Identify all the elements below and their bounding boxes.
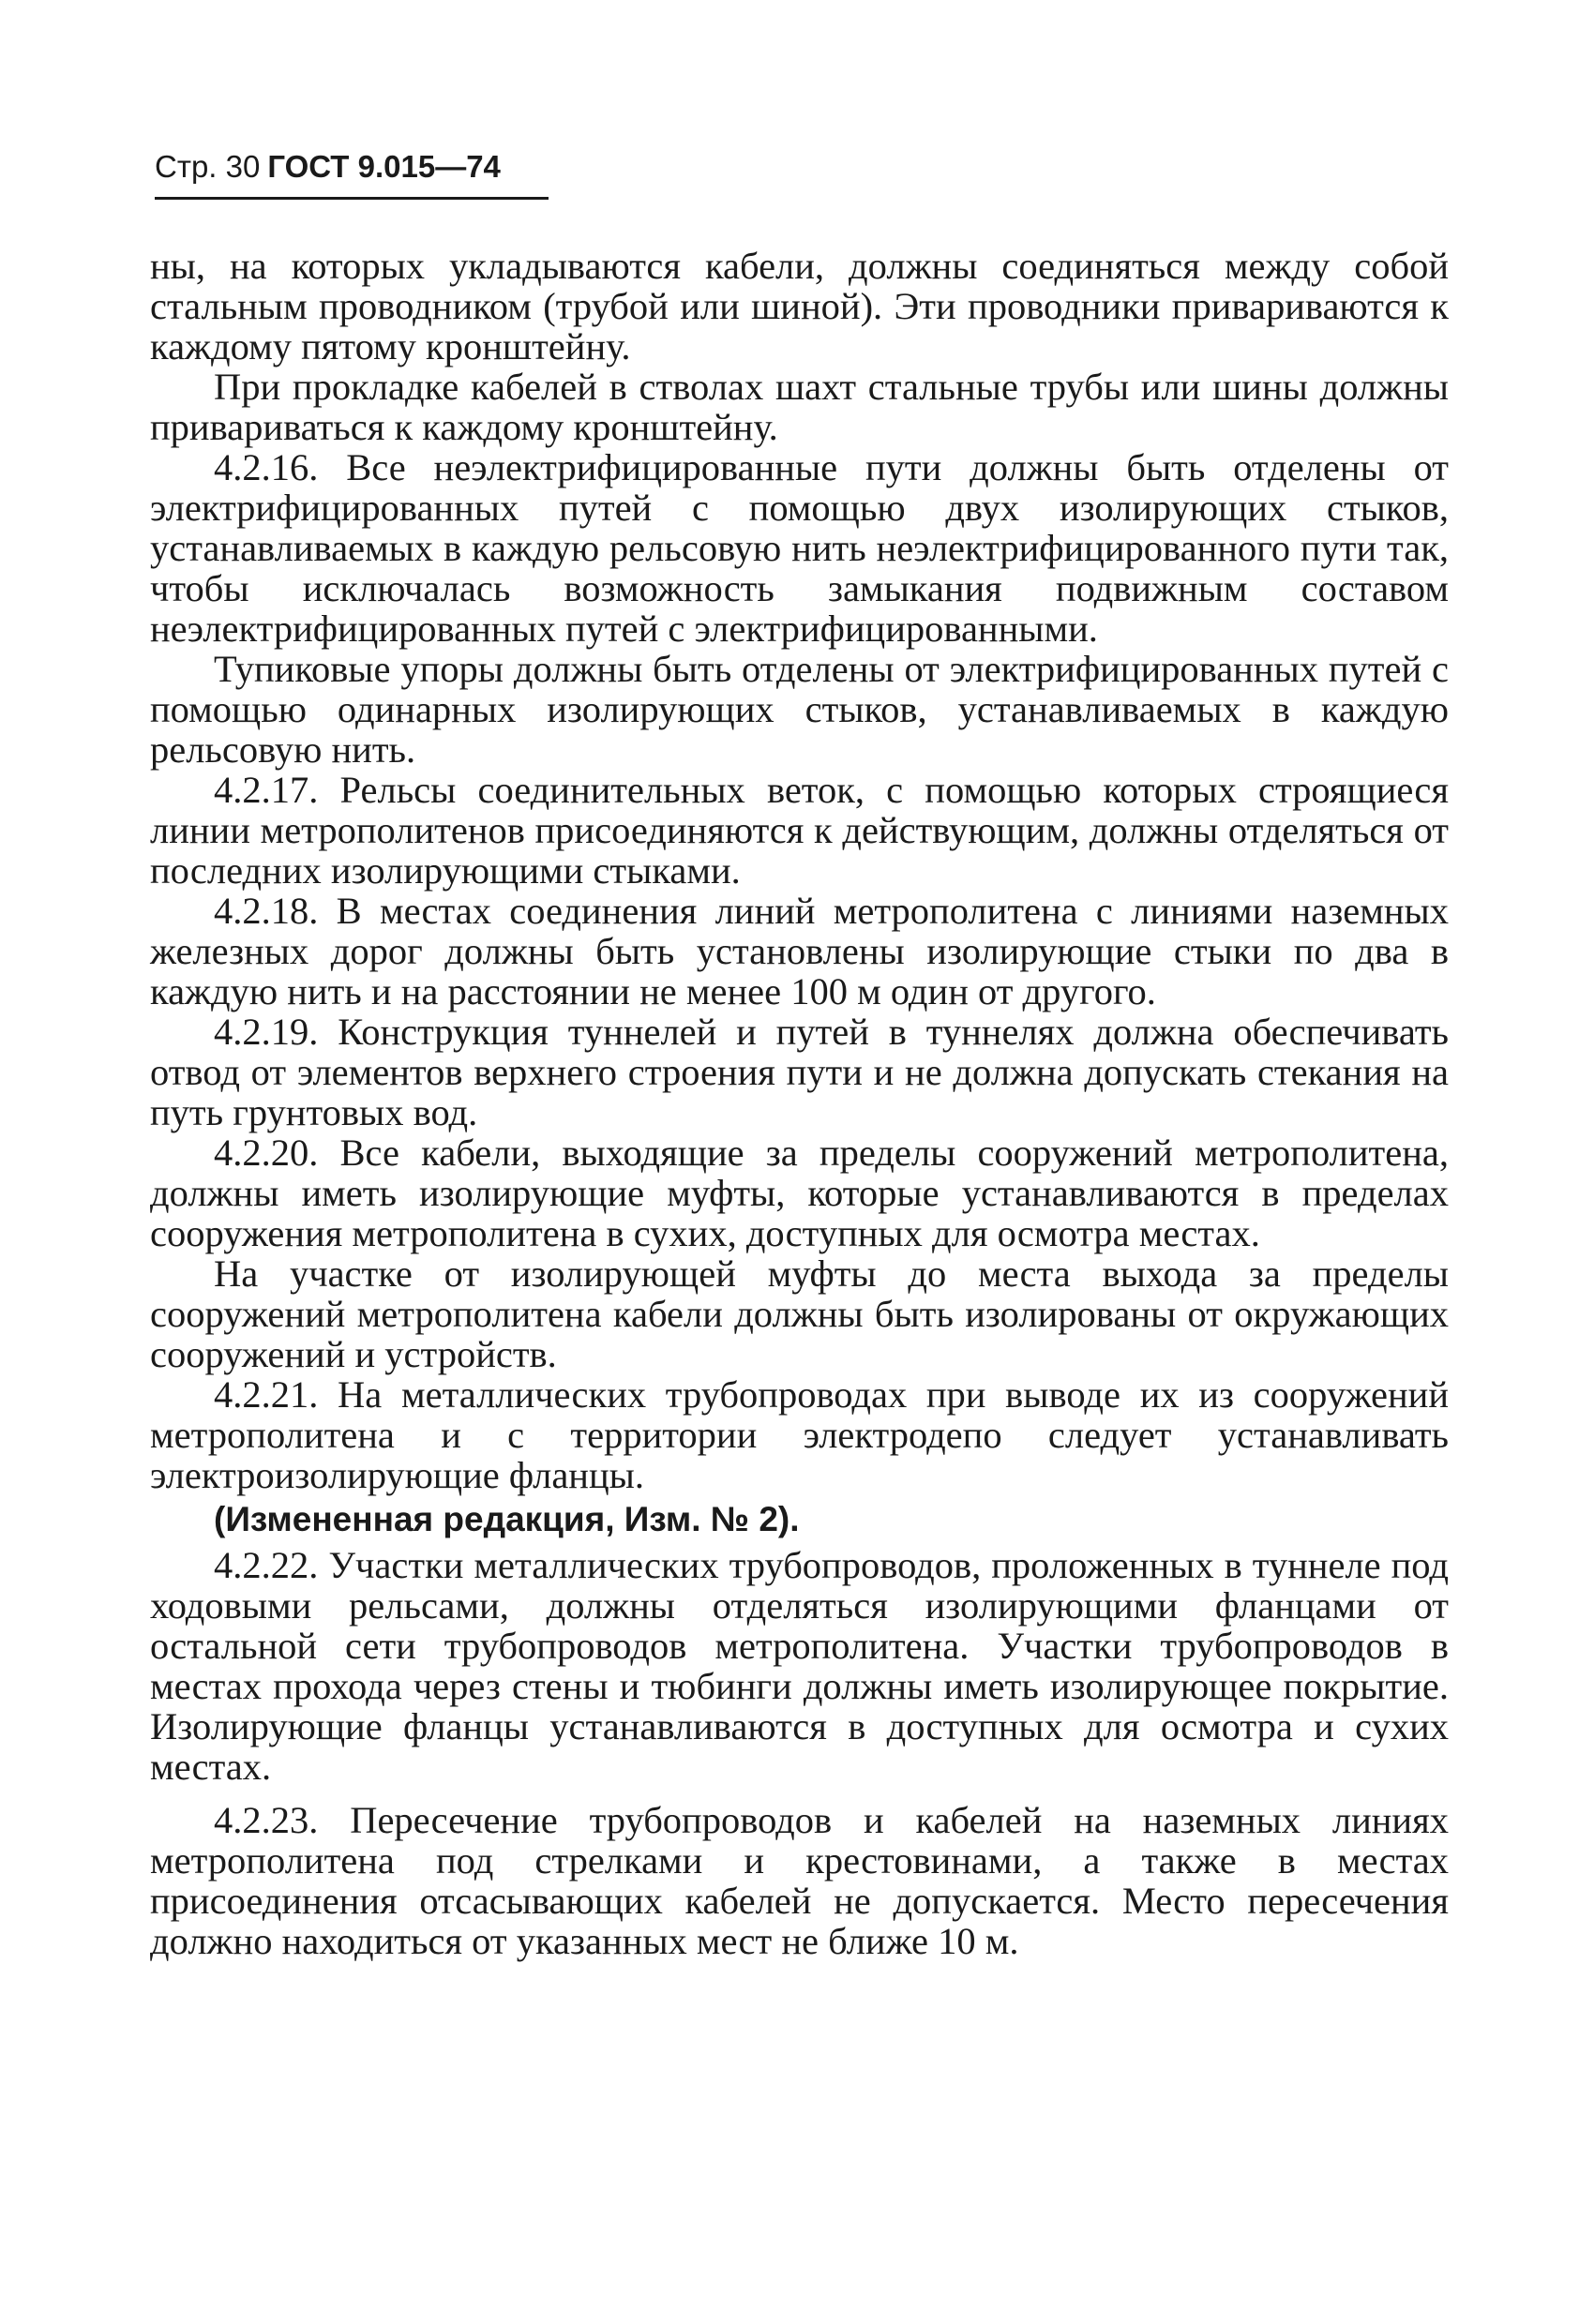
clause-4-2-23: 4.2.23. Пересечение трубопроводов и кабелей на наземных линиях метрополитена под стрелками и крестовинами, а также в местах присоединения отсасывающих кабелей не допускается. Место пересечения должно находиться от указанных мест не ближе 10 м. bbox=[150, 1799, 1449, 1962]
clause-4-2-17: 4.2.17. Рельсы соединительных веток, с помощью которых строящиеся линии метрополитенов присоединяются к действующим, должны отделяться от последних изолирующими стыками. bbox=[150, 769, 1449, 892]
clause-4-2-20: 4.2.20. Все кабели, выходящие за пределы сооружений метрополитена, должны иметь изолирующие муфты, которые устанавливаются в пределах сооружения метрополитена в сухих, доступных для осмотра местах. bbox=[150, 1132, 1449, 1254]
page-number: Стр. 30 bbox=[155, 149, 261, 184]
page-header bbox=[155, 141, 549, 200]
clause-4-2-22: 4.2.22. Участки металлических трубопроводов, проложенных в туннеле под ходовыми рельсами, должны отделяться изолирующими фланцами от остальной сети трубопроводов метрополитена. Участки трубопроводов в местах прохода через стены и тюбинги должны иметь изолирующее покрытие. Изолирующие фланцы устанавливаются в доступных для осмотра и сухих местах. bbox=[150, 1544, 1449, 1788]
clause-4-2-21: 4.2.21. На металлических трубопроводах при выводе их из сооружений метрополитена и с территории электродепо следует устанавливать электроизолирующие фланцы. bbox=[150, 1373, 1449, 1496]
document-code: ГОСТ 9.015—74 bbox=[267, 149, 501, 184]
clause-4-2-18: 4.2.18. В местах соединения линий метрополитена с линиями наземных железных дорог должны быть установлены изолирующие стыки по два в каждую нить и на расстоянии не менее 100 м один от другого. bbox=[150, 890, 1449, 1012]
clause-4-2-16: 4.2.16. Все неэлектрифицированные пути должны быть отделены от электрифицированных путей с помощью двух изолирующих стыков, устанавливаемых в каждую рельсовую нить неэлектрифицированного пути так, чтобы исключалась возможность замыкания подвижным составом неэлектрифицированных путей с электрифицированными. bbox=[150, 446, 1449, 650]
clause-4-2-19: 4.2.19. Конструкция туннелей и путей в туннелях должна обеспечивать отвод от элементов верхнего строения пути и не должна допускать стекания на путь грунтовых вод. bbox=[150, 1011, 1449, 1133]
paragraph-coupling-insulation: На участке от изолирующей муфты до места выхода за пределы сооружений метрополитена кабели должны быть изолированы от окружающих сооружений и устройств. bbox=[150, 1252, 1449, 1375]
amendment-note: (Измененная редакция, Изм. № 2). bbox=[214, 1500, 800, 1538]
paragraph-dead-end-stops: Тупиковые упоры должны быть отделены от электрифицированных путей с помощью одинарных изолирующих стыков, устанавливаемых в каждую рельсовую нить. bbox=[150, 648, 1449, 771]
paragraph-shaft-cables: При прокладке кабелей в стволах шахт стальные трубы или шины должны привариваться к каждому кронштейну. bbox=[150, 366, 1449, 448]
document-body bbox=[150, 246, 1449, 1961]
paragraph-continuation: ны, на которых укладываются кабели, должны соединяться между собой стальным проводником (трубой или шиной). Эти проводники привариваются к каждому пятому кронштейну. bbox=[150, 245, 1449, 367]
